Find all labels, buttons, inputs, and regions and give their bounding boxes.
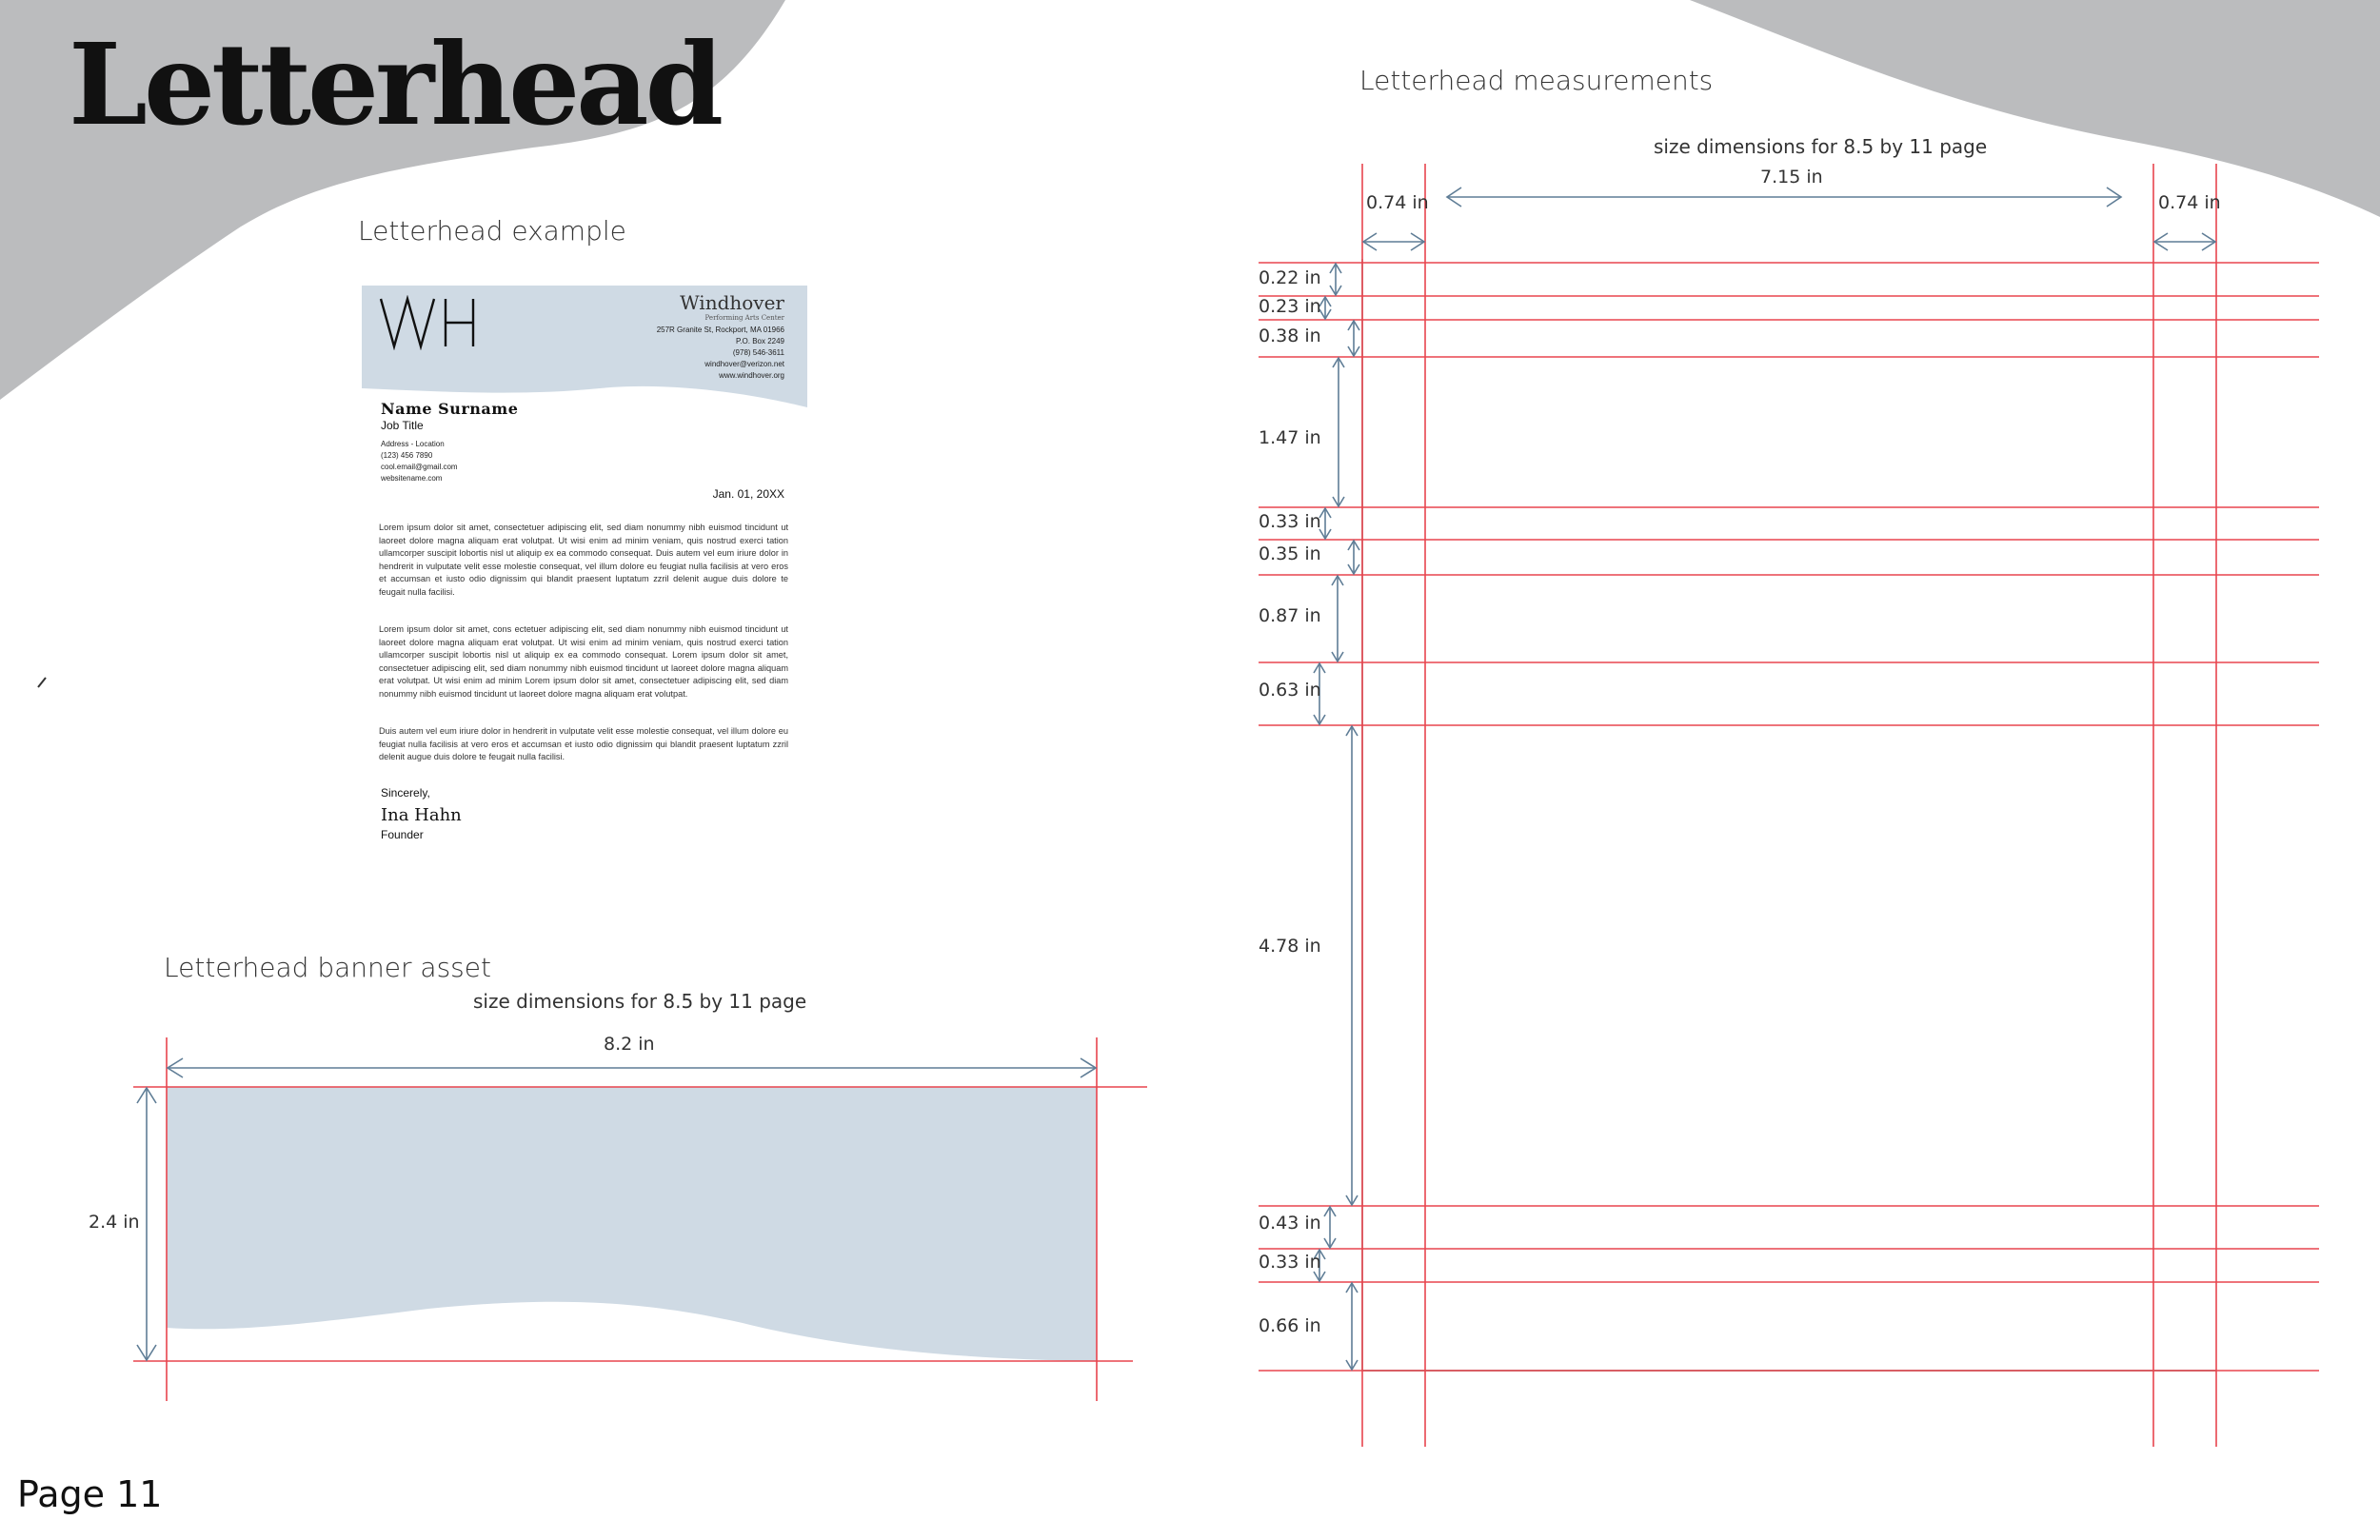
measurement-dimension-arrows — [1314, 188, 2215, 1370]
banner-asset-caption: size dimensions for 8.5 by 11 page — [473, 990, 807, 1013]
recipient-title: Job Title — [381, 419, 424, 432]
contact-email: windhover@verizon.net — [704, 360, 784, 368]
letter-paragraph: Lorem ipsum dolor sit amet, consectetuer adipiscing elit, sed diam nonummy nibh euismod tincidunt ut laoreet dolore magna aliquam erat volutpat. Ut wisi enim ad minim veniam, quis nostrud exerci tation ullamcorper suscipit lobortis nisl ut aliquip ex ea commodo consequat. Duis autem vel eum iriure dolor in hendrerit in vulputate velit esse molestie consequat, vel illum dolore eu feugiat nulla facilisis at vero eros et accumsan et iusto odio dignissim qui blandit praesent luptatum zzril delenit augue duis dolore te feugait nulla facilisi. — [379, 523, 788, 597]
page-title: Letterhead — [69, 18, 721, 150]
letter-paragraph: Lorem ipsum dolor sit amet, cons ectetuer adipiscing elit, sed diam nonummy nibh euismod tincidunt ut laoreet dolore magna aliquam erat volutpat. Ut wisi enim ad minim veniam, quis nostrud exerci tation ullamcorper suscipit lobortis nisl ut aliquip ex ea commodo consequat. Lorem ipsum dolor sit amet, consectetuer adipiscing elit, sed diam nonummy nibh euismod tincidunt ut laoreet dolore magna aliquam erat volutpat. Ut wisi enim ad minim Lorem ipsum dolor sit amet, consectetuer adipiscing elit, sed diam nonummy nibh euismod tincidunt ut laoreet dolore magna aliquam erat volutpat. — [379, 624, 788, 699]
measurements-caption: size dimensions for 8.5 by 11 page — [1654, 135, 1988, 158]
recipient-phone: (123) 456 7890 — [381, 451, 433, 460]
signer-name: Ina Hahn — [381, 805, 462, 825]
contact-phone: (978) 546-3611 — [732, 348, 784, 357]
measurement-label: 0.33 in — [1259, 511, 1321, 532]
measurement-label: 0.35 in — [1259, 543, 1321, 564]
signer-role: Founder — [381, 828, 424, 841]
measurement-label: 0.43 in — [1259, 1213, 1321, 1234]
recipient-email: cool.email@gmail.com — [381, 463, 458, 471]
measurement-label: 0.63 in — [1259, 680, 1321, 701]
measurement-label: 0.33 in — [1259, 1252, 1321, 1273]
measurement-label: 1.47 in — [1259, 427, 1321, 448]
banner-width-label: 8.2 in — [604, 1034, 655, 1055]
contact-address: 257R Granite St, Rockport, MA 01966 — [656, 326, 784, 334]
measurement-label: 0.22 in — [1259, 267, 1321, 288]
measurement-horizontal-guides — [1259, 263, 2319, 1371]
recipient-website: websitename.com — [381, 474, 443, 483]
measurement-label: 0.23 in — [1259, 296, 1321, 317]
measurement-label: 0.87 in — [1259, 605, 1321, 626]
content-width-label: 7.15 in — [1760, 167, 1823, 188]
measurement-label: 0.38 in — [1259, 326, 1321, 346]
measurement-label: 4.78 in — [1259, 936, 1321, 957]
margin-right-label: 0.74 in — [2158, 192, 2221, 213]
contact-po-box: P.O. Box 2249 — [736, 337, 784, 346]
brand-name: Windhover — [680, 291, 784, 314]
contact-website: www.windhover.org — [719, 371, 784, 380]
letterhead-example-heading: Letterhead example — [358, 215, 626, 247]
recipient-address: Address - Location — [381, 440, 445, 448]
recipient-name: Name Surname — [381, 400, 519, 418]
measurements-heading: Letterhead measurements — [1359, 65, 1714, 96]
page-number: Page 11 — [17, 1473, 163, 1515]
banner-asset-heading: Letterhead banner asset — [164, 952, 491, 983]
letter-closing: Sincerely, — [381, 786, 430, 800]
margin-left-label: 0.74 in — [1366, 192, 1429, 213]
banner-height-label: 2.4 in — [89, 1212, 140, 1233]
measurement-label: 0.66 in — [1259, 1315, 1321, 1336]
letter-date: Jan. 01, 20XX — [712, 487, 784, 501]
letter-paragraph: Duis autem vel eum iriure dolor in hendrerit in vulputate velit esse molestie consequat, vel illum dolore eu feugiat nulla facilisis at vero eros et accumsan et iusto odio dignissim qui blandit praesent luptatum zzril delenit augue duis dolore te feugait nulla facilisi. — [379, 726, 788, 761]
brand-tagline: Performing Arts Center — [704, 314, 784, 322]
